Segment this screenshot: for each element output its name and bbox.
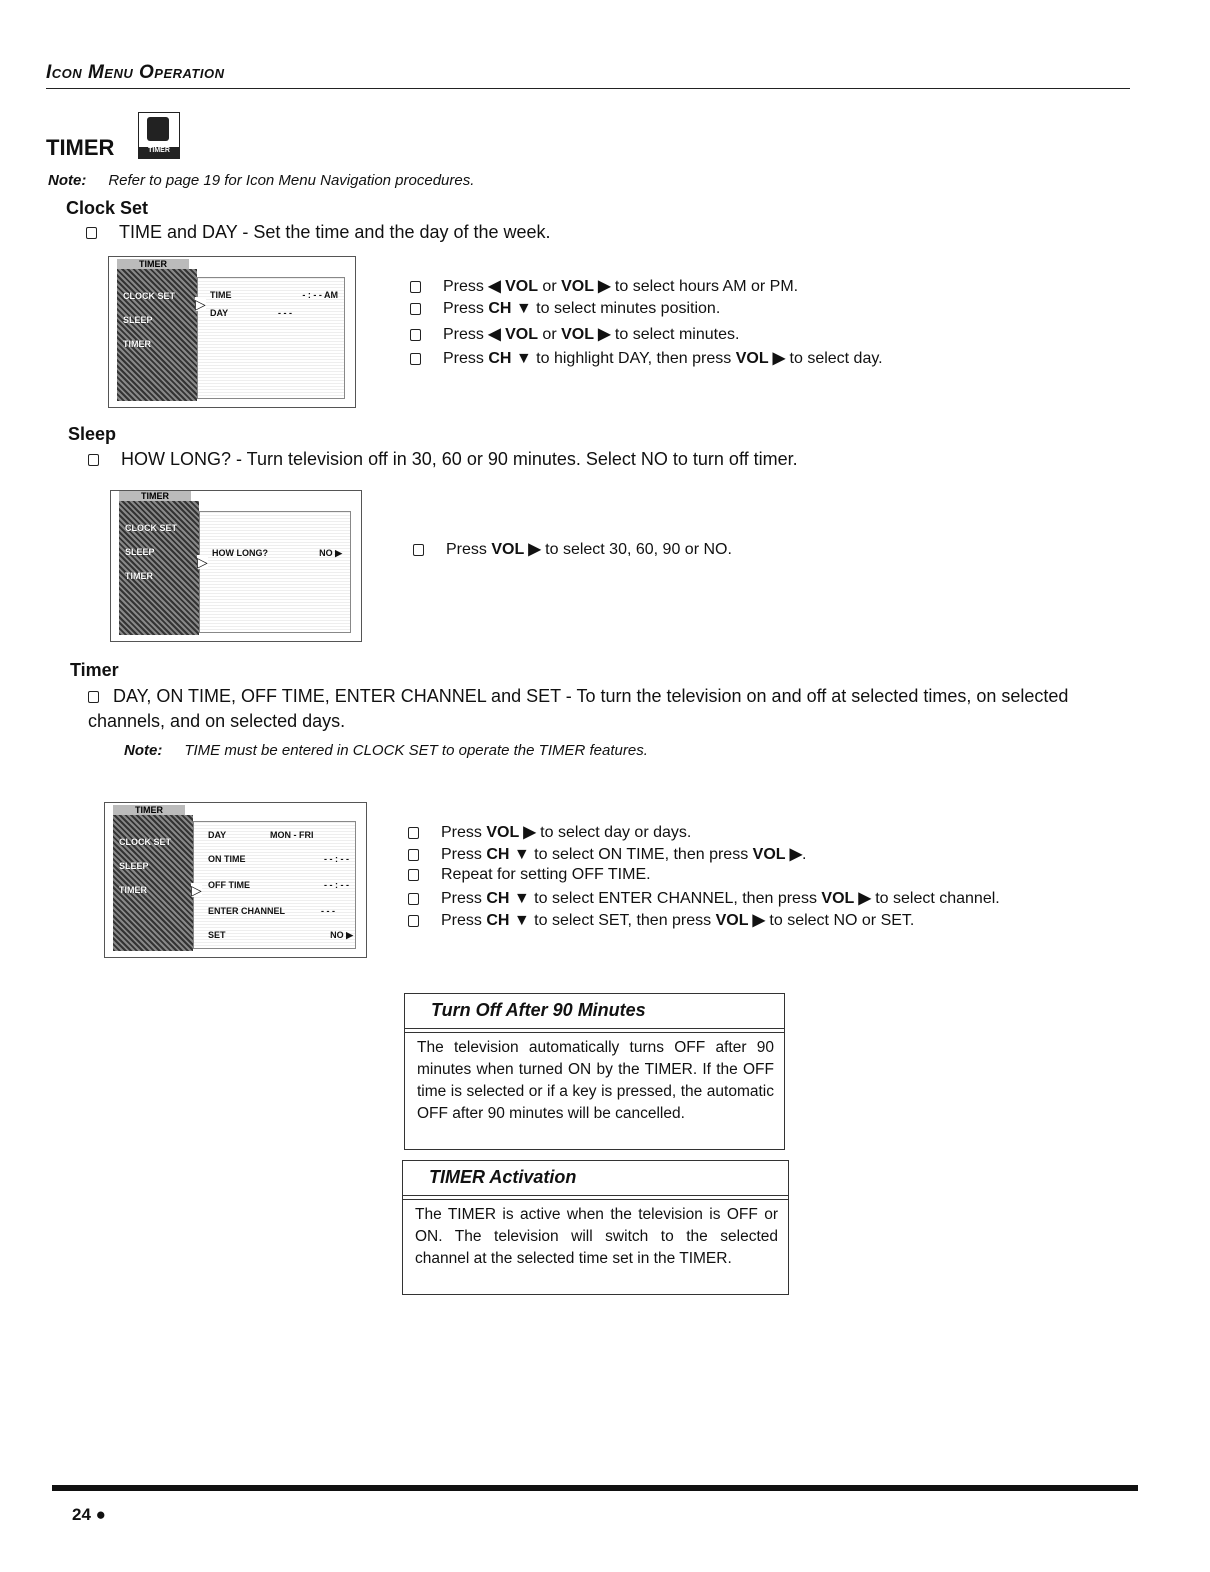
- text: TIME must be entered in CLOCK SET to operate the TIMER features.: [184, 742, 648, 759]
- turn-off-after-90-minutes-box: [404, 993, 785, 1150]
- text: OFF TIME: [208, 880, 250, 890]
- box-body: The TIMER is active when the television is OFF or ON. The television will switch to the selected channel at the selected time set in the TIMER.: [403, 1199, 788, 1270]
- step: [413, 539, 732, 559]
- text: [113, 805, 193, 951]
- text: CH ▼: [486, 912, 530, 929]
- text: TIMER: [139, 147, 179, 158]
- text: to select ON TIME, then press: [529, 846, 753, 863]
- bullet-icon: [88, 691, 99, 703]
- text: [193, 821, 356, 949]
- text: CH ▼: [488, 350, 532, 367]
- text: TIMER: [119, 885, 147, 895]
- text: [119, 491, 199, 635]
- text: Press: [443, 300, 489, 317]
- text: Repeat for setting OFF TIME.: [441, 866, 651, 883]
- navigation-note: [48, 172, 474, 189]
- text: ON TIME: [208, 854, 246, 864]
- text: to select 30, 60, 90 or NO.: [540, 541, 732, 558]
- sleep-description: [88, 449, 798, 470]
- text: VOL ▶: [561, 278, 611, 295]
- text: to select NO or SET.: [764, 912, 915, 929]
- bullet-icon: [410, 353, 421, 365]
- bullet-icon: [410, 329, 421, 341]
- text: - - -: [321, 906, 335, 916]
- text: VOL ▶: [715, 912, 765, 929]
- text: MON - FRI: [270, 830, 314, 840]
- text: SLEEP: [125, 547, 155, 557]
- text: ENTER CHANNEL: [208, 906, 286, 916]
- box-title: TIMER Activation: [403, 1161, 788, 1196]
- bullet-icon: [408, 849, 419, 861]
- text: TIME and DAY - Set the time and the day of the week.: [119, 222, 551, 242]
- text: - - : - -: [324, 880, 349, 890]
- text: DAY, ON TIME, OFF TIME, ENTER CHANNEL and SET - To turn the television on and off at selected times, on selected channels, and on selected days.: [88, 686, 1069, 731]
- text: TIMER: [113, 805, 185, 815]
- box-body: The television automatically turns OFF after 90 minutes when turned ON by the TIMER. If the OFF time is selected or if a key is pressed, the automatic OFF after 90 minutes will be cancelled.: [405, 1032, 784, 1125]
- timer-menu-screen: [104, 802, 367, 958]
- text: SLEEP: [119, 861, 149, 871]
- text: CH ▼: [488, 300, 532, 317]
- text: TIMER: [125, 571, 153, 581]
- text: HOW LONG?: [212, 548, 268, 558]
- box-title: Turn Off After 90 Minutes: [405, 994, 784, 1029]
- text: CLOCK SET: [123, 291, 176, 301]
- text: TIMER: [119, 491, 191, 501]
- text: [147, 117, 169, 141]
- bullet-icon: [88, 454, 99, 466]
- bullet-icon: [410, 281, 421, 293]
- text: [197, 277, 345, 399]
- text: to select minutes position.: [531, 300, 721, 317]
- text: to select minutes.: [610, 326, 740, 343]
- pointer-icon: ▷: [195, 296, 206, 312]
- bullet-icon: [408, 893, 419, 905]
- bullet-icon: [408, 915, 419, 927]
- step: [410, 348, 883, 372]
- text: CLOCK SET: [119, 837, 172, 847]
- page-title: TIMER: [46, 135, 115, 160]
- text: Note:: [48, 172, 87, 189]
- bullet-icon: [413, 544, 424, 556]
- text: TIME: [210, 290, 232, 300]
- text: NO ▶: [319, 548, 342, 558]
- text: Press: [441, 824, 487, 841]
- bullet-icon: [408, 869, 419, 881]
- text: SLEEP: [123, 315, 153, 325]
- text: CH ▼: [486, 890, 530, 907]
- text: VOL ▶: [486, 824, 536, 841]
- text: NO ▶: [330, 930, 353, 940]
- text: to select day or days.: [535, 824, 692, 841]
- text: - : - - AM: [302, 290, 338, 300]
- step: [410, 324, 883, 348]
- pointer-icon: ▷: [197, 554, 208, 570]
- text: VOL ▶: [752, 846, 802, 863]
- footer-rule: [52, 1485, 1138, 1491]
- clock-set-menu-screen: [108, 256, 356, 408]
- timer-note: [124, 742, 648, 759]
- timer-heading: Timer: [70, 660, 119, 680]
- text: to select day.: [785, 350, 883, 367]
- text: Press: [446, 541, 492, 558]
- timer-activation-box: [402, 1160, 789, 1295]
- text: CLOCK SET: [125, 523, 178, 533]
- text: Press: [441, 846, 487, 863]
- page-number: 24 ●: [72, 1505, 106, 1524]
- timer-steps: [408, 822, 1000, 932]
- text: VOL ▶: [561, 326, 611, 343]
- step: [408, 910, 1000, 932]
- step: [408, 866, 1000, 888]
- pointer-icon: ▷: [191, 882, 202, 898]
- text: [199, 511, 351, 633]
- step: [408, 822, 1000, 844]
- text: Press: [443, 326, 489, 343]
- text: to select ENTER CHANNEL, then press: [529, 890, 822, 907]
- bullet-icon: [408, 827, 419, 839]
- text: TIMER: [117, 259, 189, 269]
- step: [408, 844, 1000, 866]
- text: Press: [441, 890, 487, 907]
- sleep-steps: [413, 539, 732, 559]
- text: to select SET, then press: [529, 912, 716, 929]
- text: to select channel.: [870, 890, 1000, 907]
- text: to highlight DAY, then press: [531, 350, 736, 367]
- sleep-menu-screen: [110, 490, 362, 642]
- text: - - : - -: [324, 854, 349, 864]
- text: DAY: [208, 830, 227, 840]
- clock-set-steps: [410, 276, 883, 372]
- clock-set-description: [86, 222, 551, 243]
- step: [410, 300, 883, 324]
- text: Refer to page 19 for Icon Menu Navigation procedures.: [108, 172, 475, 189]
- clock-set-heading: Clock Set: [66, 198, 149, 218]
- text: - - -: [278, 308, 292, 318]
- text: DAY: [210, 308, 229, 318]
- text: CH ▼: [486, 846, 530, 863]
- step: [410, 276, 883, 300]
- bullet-icon: [410, 303, 421, 315]
- text: ◀ VOL: [488, 278, 538, 295]
- text: HOW LONG? - Turn television off in 30, 60 or 90 minutes. Select NO to turn off timer.: [121, 449, 798, 469]
- text: SET: [208, 930, 226, 940]
- text: to select hours AM or PM.: [610, 278, 799, 295]
- text: TIMER: [123, 339, 151, 349]
- text: ◀ VOL: [488, 326, 538, 343]
- text: Press: [441, 912, 487, 929]
- text: .: [802, 846, 807, 863]
- timer-icon: [138, 112, 180, 159]
- text: VOL ▶: [821, 890, 871, 907]
- text: VOL ▶: [735, 350, 786, 367]
- text: VOL ▶: [491, 541, 541, 558]
- step: [408, 888, 1000, 910]
- text: or: [537, 326, 562, 343]
- sleep-heading: Sleep: [68, 424, 117, 444]
- bullet-icon: [86, 227, 97, 239]
- text: [117, 259, 197, 401]
- text: or: [537, 278, 562, 295]
- text: Press: [443, 350, 489, 367]
- header-rule: [46, 88, 1130, 89]
- text: Press: [443, 278, 489, 295]
- text: Note:: [124, 742, 163, 759]
- timer-description: [88, 684, 1138, 734]
- section-header: Icon Menu Operation: [46, 62, 225, 83]
